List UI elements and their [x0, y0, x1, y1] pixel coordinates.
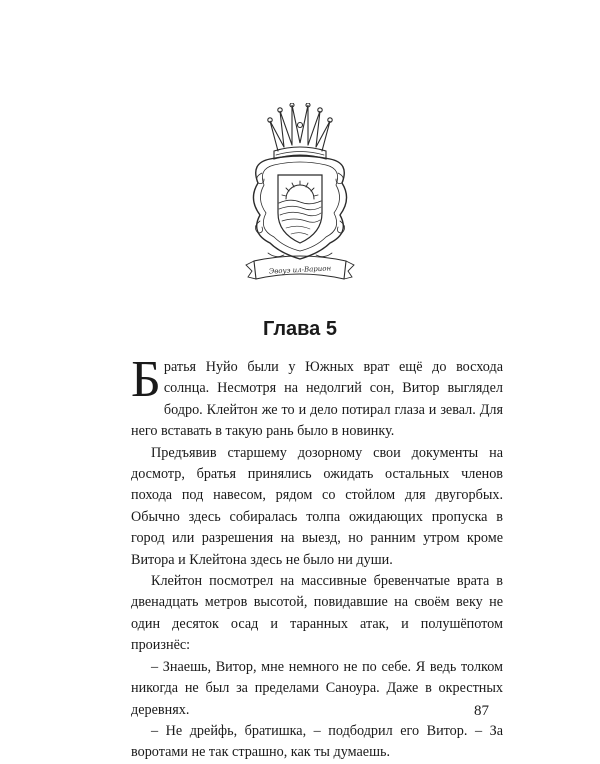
paragraph: Предъявив старшему дозорному свои документы на досмотр, братья принялись ожидать остальных членов похода под навесом, рядом со стойлом для двугорбых. Обычно здесь собиралась толпа ожидающих пропуска в город или разрешения на выезд, но ранним утром кроме Витора и Клейтона здесь не было ни души. [131, 444, 503, 568]
paragraph: Братья Нуйо были у Южных врат ещё до восхода солнца. Несмотря на недолгий сон, Витор выглядел бодро. Клейтон же то и дело потирал глаза и зевал. Для него вставать в такую рань было в новинку. [131, 351, 503, 440]
paragraph: – Знаешь, Витор, мне немного не по себе. Я ведь толком никогда не был за пределами Саноура. Даже в окрестных деревнях. [131, 658, 503, 718]
chapter-title: Глава 5 [262, 318, 337, 340]
paragraph: Клейтон посмотрел на массивные бревенчатые врата в двенадцать метров высотой, повидавшие на своём веку не один десяток осад и таранных атак, и полушёпотом произнёс: [131, 573, 503, 654]
page-number: 87 [474, 703, 489, 719]
paragraph: – Не дрейфь, братишка, – подбодрил его Витор. – За воротами не так страшно, как ты думаешь. [131, 722, 503, 761]
drop-cap: Б [131, 351, 161, 408]
ribbon-motto: Эвоуэ ил-Варион [268, 264, 332, 276]
chapter-emblem [240, 103, 360, 293]
body-text [131, 351, 503, 764]
